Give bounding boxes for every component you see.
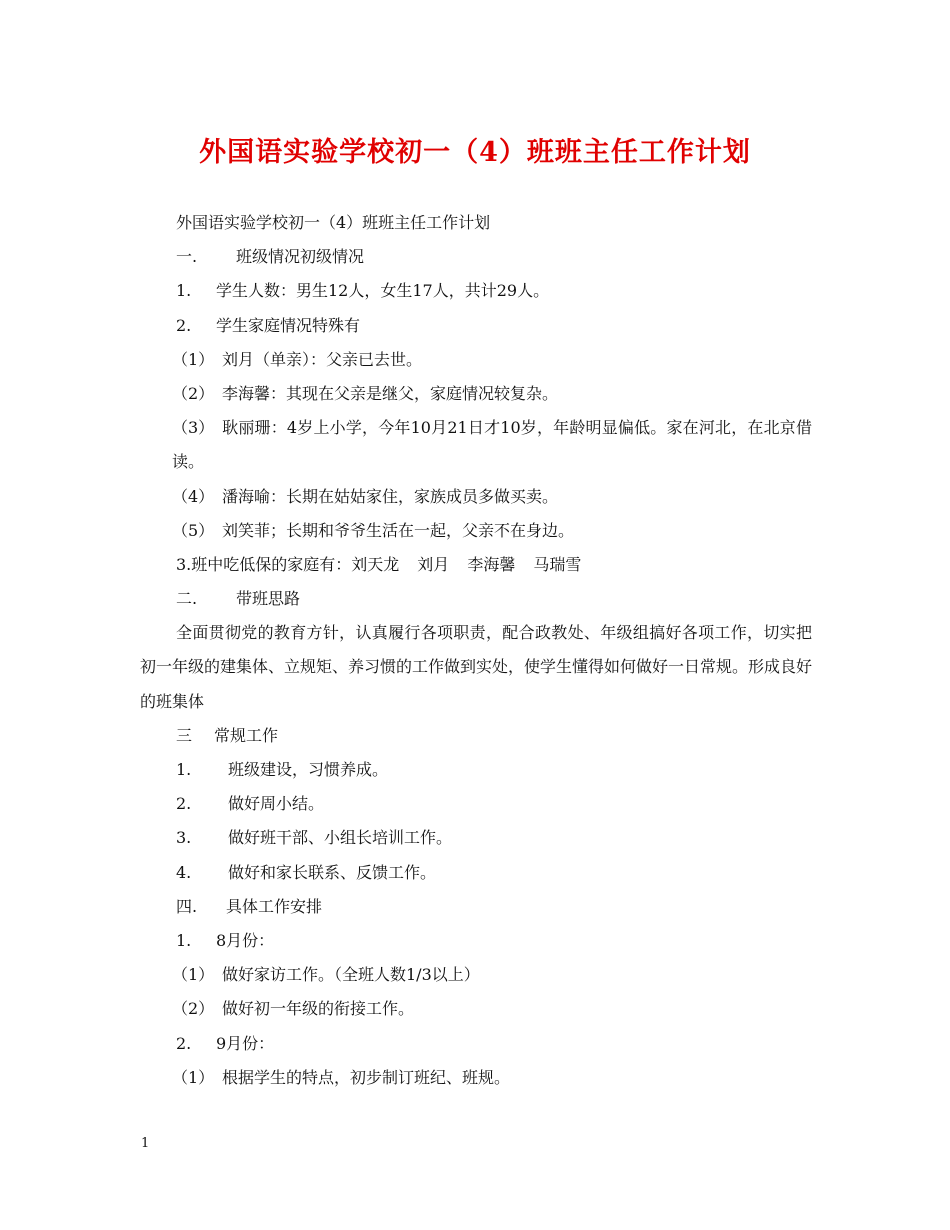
student-name: 刘月 [417, 554, 450, 574]
item-number: （5） [172, 520, 215, 540]
item-text: 做好家访工作。（全班人数1/3以上） [222, 965, 480, 985]
section-number: 一. [176, 247, 198, 267]
item-number: （2） [172, 383, 215, 403]
item-number: 4. [176, 862, 192, 882]
list-item [140, 787, 812, 821]
item-text: 李海馨：其现在父亲是继父，家庭情况较复杂。 [222, 383, 559, 403]
section-number: 三 [176, 725, 193, 745]
item-text: 做好初一年级的衔接工作。 [222, 999, 415, 1019]
list-item [140, 753, 812, 787]
list-item [140, 274, 812, 308]
item-text: 做好和家长联系、反馈工作。 [228, 862, 437, 882]
item-number: 2. [176, 1033, 192, 1053]
student-name: 李海馨 [467, 554, 516, 574]
list-item [140, 821, 812, 855]
list-item [140, 1027, 812, 1061]
student-name: 马瑞雪 [533, 554, 582, 574]
section-text: 班级情况初级情况 [236, 247, 365, 267]
student-name: 刘天龙 [351, 554, 400, 574]
list-item [140, 924, 812, 958]
item-number: 3. [176, 828, 192, 848]
item-number: （3） [172, 418, 215, 438]
item-number: 1. [176, 931, 192, 951]
item-text: 学生家庭情况特殊有 [216, 315, 361, 335]
item-text: 学生人数：男生12人，女生17人，共计29人。 [216, 281, 550, 301]
document-title: 外国语实验学校初一（4）班班主任工作计划 [199, 137, 751, 168]
sub-item [140, 1061, 812, 1095]
section-heading-1 [140, 240, 812, 274]
family-item [140, 411, 812, 479]
item-text: 潘海喻：长期在姑姑家住，家族成员多做买卖。 [222, 486, 559, 506]
section-text: 带班思路 [236, 589, 301, 609]
item-text: 刘笑菲；长期和爷爷生活在一起，父亲不在身边。 [222, 520, 575, 540]
item-number: （1） [172, 349, 215, 369]
section-heading-2 [140, 582, 812, 616]
item-text: 耿丽珊：4岁上小学，今年10月21日才10岁，年龄明显偏低。家在河北，在北京借读。 [172, 418, 812, 472]
item-text: 3.班中吃低保的家庭有： [176, 554, 352, 574]
item-number: （4） [172, 486, 215, 506]
item-text: 班级建设，习惯养成。 [228, 760, 389, 780]
item-number: （2） [172, 999, 215, 1019]
item-number: 2. [176, 315, 192, 335]
section-text: 具体工作安排 [226, 896, 323, 916]
item-number: （1） [172, 1067, 215, 1087]
section-number: 二. [176, 589, 198, 609]
low-income-list [140, 548, 812, 582]
page-number: 1 [141, 1136, 150, 1151]
family-item [140, 343, 812, 377]
family-item [140, 514, 812, 548]
section-text: 常规工作 [214, 725, 279, 745]
section-heading-3 [140, 719, 812, 753]
item-text: 9月份： [216, 1033, 275, 1053]
list-item [140, 309, 812, 343]
paragraph [140, 616, 812, 719]
sub-item [140, 958, 812, 992]
family-item [140, 480, 812, 514]
paragraph-text: 全面贯彻党的教育方针，认真履行各项职责，配合政教处、年级组搞好各项工作，切实把初一年级的建集体、立规矩、养习惯的工作做到实处，使学生懂得如何做好一日常规。形成良好的班集体 [140, 623, 813, 711]
item-number: （1） [172, 965, 215, 985]
section-heading-4 [140, 890, 812, 924]
item-number: 2. [176, 794, 192, 814]
section-number: 四. [176, 896, 198, 916]
document-body [140, 206, 812, 1095]
item-text: 刘月（单亲）：父亲已去世。 [222, 349, 423, 369]
item-text: 8月份： [216, 931, 275, 951]
item-text: 做好周小结。 [228, 794, 325, 814]
sub-item [140, 992, 812, 1026]
item-text: 做好班干部、小组长培训工作。 [228, 828, 453, 848]
item-number: 1. [176, 281, 192, 301]
subtitle: 外国语实验学校初一（4）班班主任工作计划 [176, 213, 491, 232]
item-number: 1. [176, 760, 192, 780]
list-item [140, 856, 812, 890]
item-text: 根据学生的特点，初步制订班纪、班规。 [222, 1067, 511, 1087]
family-item [140, 377, 812, 411]
